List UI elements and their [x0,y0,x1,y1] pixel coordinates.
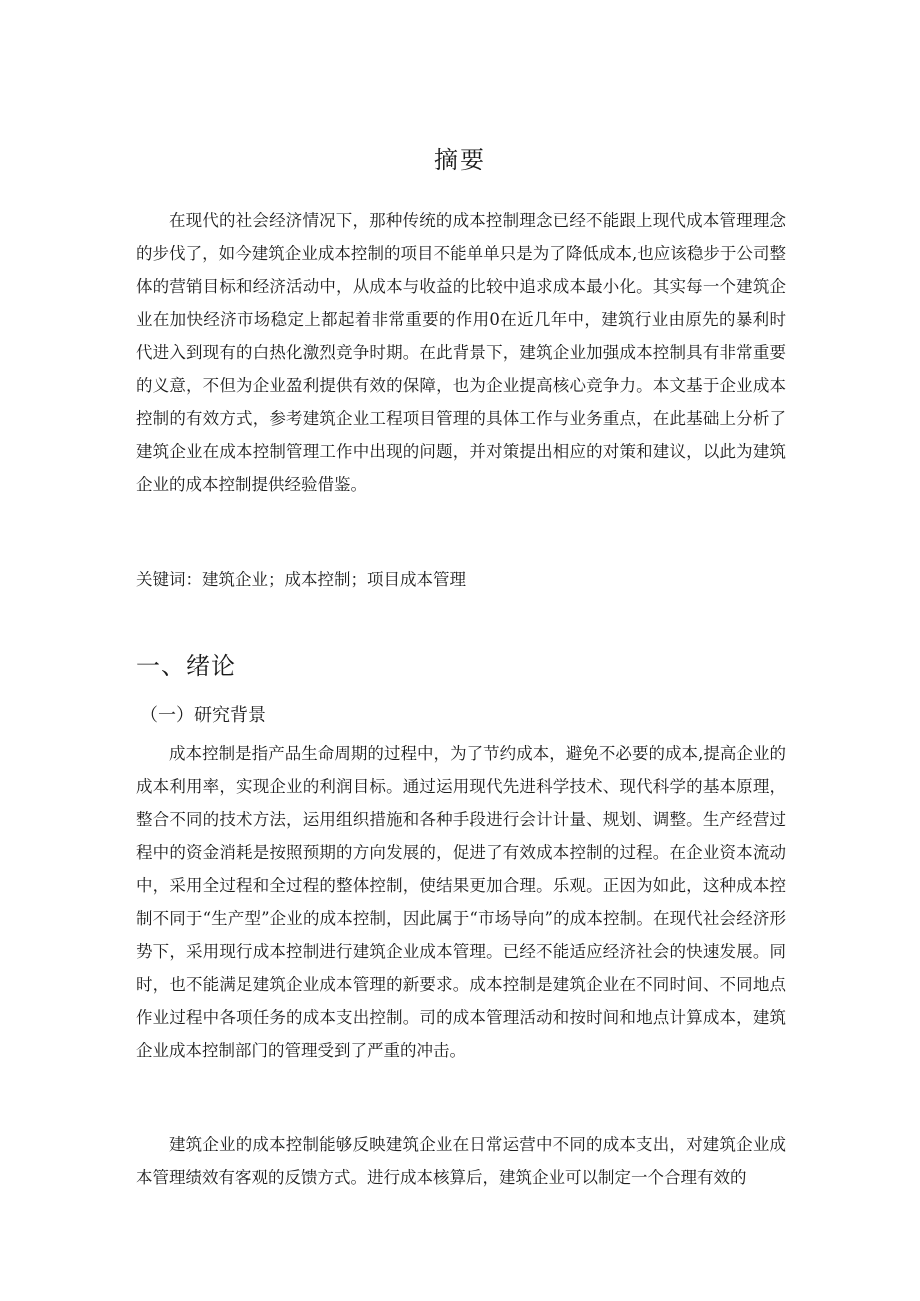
abstract-body: 在现代的社会经济情况下，那种传统的成本控制理念已经不能跟上现代成本管理理念的步伐了，如今建筑企业成本控制的项目不能单单只是为了降低成本,也应该稳步于公司整体的营销目标和经济活动中，从成本与收益的比较中追求成本最小化。其实每一个建筑企业在加快经济市场稳定上都起着非常重要的作用0在近几年中，建筑行业由原先的暴利时代进入到现有的白热化激烈竞争时期。在此背景下，建筑企业加强成本控制具有非常重要的义意，不但为企业盈利提供有效的保障，也为企业提高核心竞争力。本文基于企业成本控制的有效方式，参考建筑企业工程项目管理的具体工作与业务重点，在此基础上分析了建筑企业在成本控制管理工作中出现的问题，并对策提出相应的对策和建议，以此为建筑企业的成本控制提供经验借鉴。 [136,211,786,494]
body-paragraph-1: 成本控制是指产品生命周期的过程中，为了节约成本，避免不必要的成本,提高企业的成本利用率，实现企业的利润目标。通过运用现代先进科学技术、现代科学的基本原理，整合不同的技术方法，运用组织措施和各种手段进行会计计量、规划、调整。生产经营过程中的资金消耗是按照预期的方向发展的，促进了有效成本控制的过程。在企业资本流动中，采用全过程和全过程的整体控制，使结果更加合理。乐观。正因为如此，这种成本控制不同于“生产型”企业的成本控制，因此属于“市场导向”的成本控制。在现代社会经济形势下，采用现行成本控制进行建筑企业成本管理。已经不能适应经济社会的快速发展。同时，也不能满足建筑企业成本管理的新要求。成本控制是建筑企业在不同时间、不同地点作业过程中各项任务的成本支出控制。司的成本管理活动和按时间和地点计算成本，建筑企业成本控制部门的管理受到了严重的冲击。 [136,744,786,1060]
abstract-title: 摘要 [434,146,486,174]
keywords-line: 关键词：建筑企业；成本控制；项目成本管理 [136,570,466,589]
subsection-heading: （一）研究背景 [140,705,266,726]
body-paragraph-2: 建筑企业的成本控制能够反映建筑企业在日常运营中不同的成本支出，对建筑企业成本管理绩效有客观的反馈方式。进行成本核算后，建筑企业可以制定一个合理有效的 [136,1135,786,1187]
section-heading: 一、绪论 [136,652,236,680]
